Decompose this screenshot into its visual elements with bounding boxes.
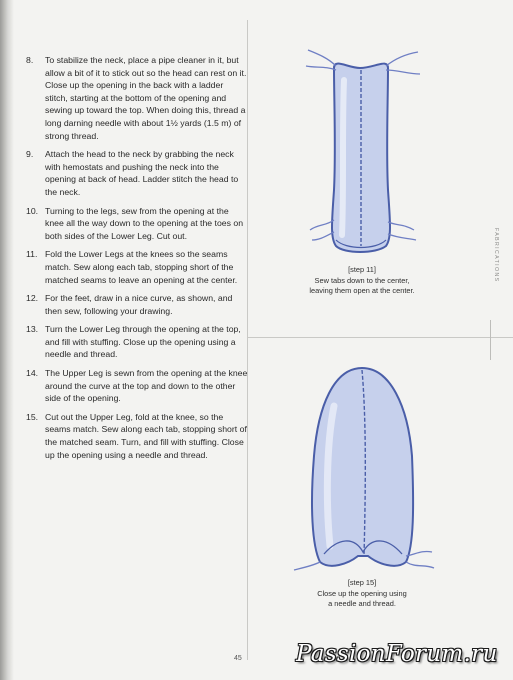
instruction-list [26, 54, 248, 467]
upper-leg-illustration [272, 356, 452, 578]
caption-line: leaving them open at the center. [309, 286, 415, 295]
watermark: PassionForum.ru [296, 641, 498, 667]
instruction-step [26, 148, 248, 198]
instruction-step [26, 292, 248, 317]
page-number: 45 [234, 655, 242, 662]
step-text: To stabilize the neck, place a pipe cleaner in it, but allow a bit of it to stick out so the head can rest on it. Close up the opening in the back with a ladder stitch, starting at the bottom of the opening and sewing up toward the top. When doing this, thread a long darning needle with about 1½ yards (1.5 m) of strong thread. [45, 55, 247, 141]
figure-caption [248, 578, 476, 610]
step-label: [step 15] [347, 578, 377, 587]
step-number: 8. [26, 55, 34, 65]
caption-line: Close up the opening using [317, 588, 407, 598]
step-text: The Upper Leg is sewn from the opening at the knee around the curve at the top and down to the other side of the opening. [45, 368, 248, 404]
instruction-step [26, 323, 248, 361]
figure-divider [247, 337, 513, 338]
figure-step-15 [248, 356, 476, 610]
figure-step-11 [248, 40, 476, 297]
instruction-step [26, 248, 248, 286]
instruction-step [26, 411, 248, 461]
caption-line: Sew tabs down to the center, [314, 275, 410, 285]
step-text: Turning to the legs, sew from the opening at the knee all the way down to the opening at the toes on both sides of the Lower Leg. Cut out. [45, 205, 244, 241]
step-text: Attach the head to the neck by grabbing the neck with hemostats and pushing the neck into the opening at back of head. Ladder stitch the head to the neck. [45, 149, 239, 197]
instruction-step [26, 54, 248, 142]
step-number: 14. [26, 368, 39, 379]
step-text: Turn the Lower Leg through the opening at the top, and fill with stuffing. Close up the opening using a needle and thread. [45, 324, 241, 360]
step-label: [step 11] [348, 265, 376, 274]
step-text: Fold the Lower Legs at the knees so the seams match. Sew along each tab, stopping short of the matched seams to leave an opening at the center. [45, 249, 238, 285]
step-text: Cut out the Upper Leg, fold at the knee, so the seams match. Sew along each tab, stopping short of the matched seam. Turn, and fill with stuffing. Close up the opening using a needle and thread. [45, 411, 247, 460]
step-number: 9. [26, 149, 34, 160]
side-tab-rule [490, 320, 491, 360]
section-side-tab: FABRICATIONS [493, 228, 499, 283]
step-number: 15. [26, 411, 39, 422]
figure-caption [248, 265, 476, 297]
step-number: 13. [26, 324, 39, 335]
step-number: 10. [26, 205, 39, 216]
step-number: 12. [26, 293, 39, 304]
step-number: 11. [26, 249, 38, 260]
instruction-step [26, 367, 248, 405]
page-binding-shadow [0, 0, 14, 680]
instruction-step [26, 205, 248, 243]
lower-leg-illustration [272, 40, 452, 265]
caption-line: a needle and thread. [328, 599, 396, 608]
step-text: For the feet, draw in a nice curve, as shown, and then sew, following your drawing. [45, 293, 233, 316]
